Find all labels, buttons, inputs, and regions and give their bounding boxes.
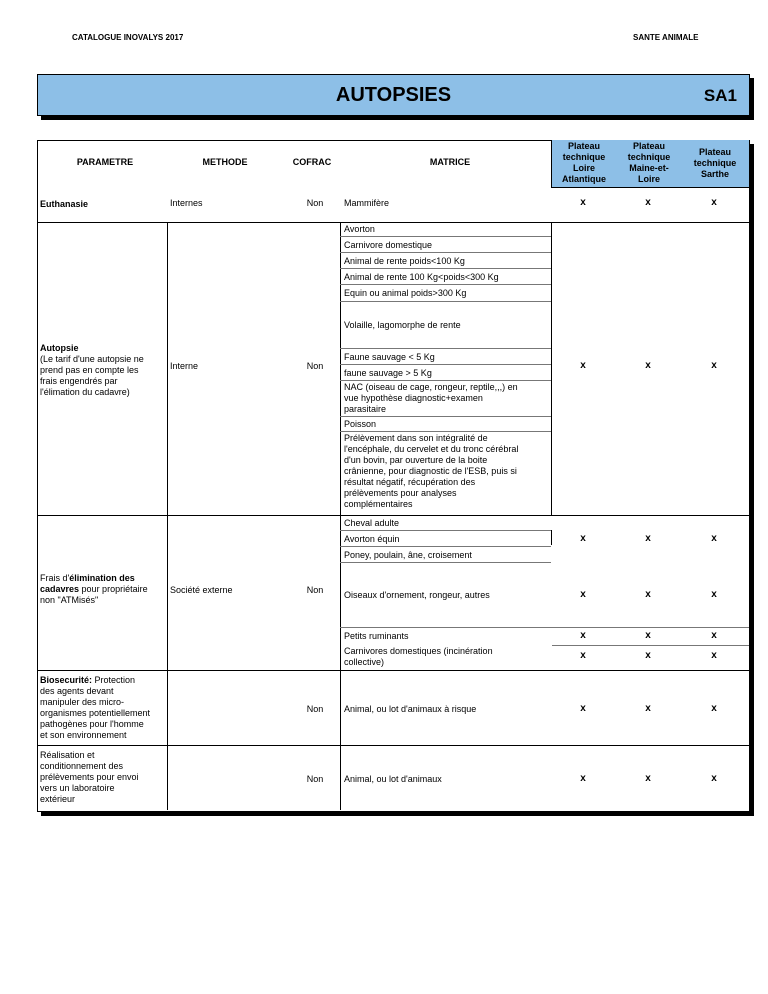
availability-mark: x	[580, 197, 586, 208]
matrice-divider-line	[340, 530, 551, 531]
biosecurite-line: et son environnement	[40, 730, 127, 740]
esb-line: résultat négatif, récupération des	[344, 477, 476, 487]
biosecurite-line: des agents devant	[40, 686, 114, 696]
autopsie-note-line: frais engendrés par	[40, 376, 118, 386]
matrice-divider-line	[340, 627, 749, 628]
catalogue-header: CATALOGUE INOVALYS 2017	[72, 33, 184, 42]
availability-mark: x	[580, 360, 586, 371]
matrice-esb	[344, 433, 550, 510]
matrice-cheval-adulte: Cheval adulte	[344, 518, 400, 528]
title-banner	[37, 74, 750, 116]
matrice-divider-line	[340, 431, 551, 432]
matrice-divider-line	[340, 348, 551, 349]
availability-mark: x	[711, 630, 717, 641]
matrice-divider-line	[340, 380, 551, 381]
matrice-divider-line	[340, 562, 551, 563]
site3-line: Plateau	[698, 147, 731, 157]
esb-line: l'encéphale, du cervelet et du tronc cérébral	[344, 444, 519, 454]
cofrac-euthanasie: Non	[306, 198, 324, 208]
availability-mark: x	[580, 703, 586, 714]
availability-mark: x	[711, 703, 717, 714]
cofrac-realisation: Non	[306, 774, 324, 784]
site-divider-line	[552, 645, 749, 646]
realisation-line: vers un laboratoire	[40, 783, 115, 793]
realisation-line: conditionnement des	[40, 761, 124, 771]
availability-mark: x	[711, 589, 717, 600]
biosecurite-line: pathogènes pour l'homme	[40, 719, 144, 729]
matrice-divider-line	[340, 268, 551, 269]
availability-mark: x	[645, 703, 651, 714]
esb-line: d'un bovin, par ouverture de la boite	[344, 455, 488, 465]
matrice-faune-plus-5: faune sauvage > 5 Kg	[344, 368, 432, 378]
elimination-suffix: pour propriétaire	[79, 584, 148, 594]
matrice-poisson: Poisson	[344, 419, 377, 429]
availability-mark: x	[645, 533, 651, 544]
esb-line: complémentaires	[344, 499, 413, 509]
column-parametre: PARAMETRE	[76, 157, 134, 167]
methode-euthanasie: Internes	[170, 198, 203, 208]
availability-mark: x	[711, 360, 717, 371]
matrice-divider-line	[340, 546, 551, 547]
methode-elimination: Société externe	[170, 585, 233, 595]
availability-mark: x	[645, 360, 651, 371]
column-methode: METHODE	[202, 157, 248, 167]
nac-line: parasitaire	[344, 404, 387, 414]
site-divider-small	[551, 530, 552, 545]
parametre-biosecurite	[40, 675, 167, 741]
availability-mark: x	[580, 589, 586, 600]
site1-line: Atlantique	[562, 174, 606, 184]
methode-divider	[167, 222, 168, 810]
matrice-divider-line	[340, 301, 551, 302]
availability-mark: x	[711, 650, 717, 661]
incineration-line: collective)	[344, 657, 385, 667]
matrice-carnivores-incineration	[344, 646, 549, 668]
nac-line: vue hypothèse diagnostic+examen	[344, 393, 483, 403]
autopsie-note-line: l'élimation du cadavre)	[40, 387, 130, 397]
parametre-realisation	[40, 750, 167, 805]
section-header: SANTE ANIMALE	[633, 33, 699, 42]
column-site-sarthe	[683, 147, 747, 180]
parametre-elimination	[40, 573, 167, 606]
biosecurite-bold: Biosecurité:	[40, 675, 93, 685]
esb-line: Prélèvement dans son intégralité de	[344, 433, 488, 443]
elimination-bold: élimination des	[69, 573, 135, 583]
availability-mark: x	[711, 533, 717, 544]
site1-line: technique	[562, 152, 606, 162]
matrice-nac	[344, 382, 549, 415]
availability-mark: x	[580, 773, 586, 784]
esb-line: prélèvements pour analyses	[344, 488, 457, 498]
site2-line: Loire	[637, 174, 660, 184]
availability-mark: x	[645, 589, 651, 600]
site3-line: Sarthe	[700, 169, 729, 179]
availability-mark: x	[711, 773, 717, 784]
nac-line: NAC (oiseau de cage, rongeur, reptile,,,) en	[344, 382, 518, 392]
site3-line: technique	[693, 158, 737, 168]
site2-line: technique	[627, 152, 671, 162]
column-cofrac: COFRAC	[292, 157, 332, 167]
row-divider	[37, 745, 749, 746]
site1-line: Plateau	[567, 141, 600, 151]
matrice-avorton: Avorton	[344, 224, 375, 234]
methode-autopsie: Interne	[170, 361, 199, 371]
matrice-poney: Poney, poulain, âne, croisement	[344, 550, 472, 560]
matrice-equin: Equin ou animal poids>300 Kg	[344, 288, 467, 298]
matrice-divider-line	[340, 364, 551, 365]
column-site-loire-atlantique	[553, 141, 615, 185]
matrice-divider-line	[340, 416, 551, 417]
parametre-autopsie	[40, 343, 166, 398]
section-code: SA1	[703, 86, 737, 105]
site2-line: Plateau	[632, 141, 665, 151]
matrice-rente-moins-100: Animal de rente poids<100 Kg	[344, 256, 465, 266]
matrice-biosecurite: Animal, ou lot d'animaux à risque	[344, 704, 477, 714]
autopsie-label: Autopsie	[40, 343, 79, 353]
site1-line: Loire	[572, 163, 595, 173]
availability-mark: x	[580, 630, 586, 641]
cofrac-elimination: Non	[306, 585, 324, 595]
availability-mark: x	[711, 197, 717, 208]
biosecurite-line: Protection	[92, 675, 136, 685]
matrice-avorton-equin: Avorton équin	[344, 534, 400, 544]
page-title: AUTOPSIES	[335, 84, 452, 106]
matrice-divider-line	[340, 252, 551, 253]
biosecurite-line: organismes potentiellement	[40, 708, 151, 718]
matrice-divider	[340, 222, 341, 810]
matrice-realisation: Animal, ou lot d'animaux	[344, 774, 442, 784]
realisation-line: Réalisation et	[40, 750, 95, 760]
availability-mark: x	[645, 197, 651, 208]
autopsie-note-line: prend pas en compte les	[40, 365, 139, 375]
row-divider	[37, 515, 749, 516]
matrice-petits-ruminants: Petits ruminants	[344, 631, 409, 641]
column-site-maine-et-loire	[618, 141, 680, 185]
matrice-divider-line	[340, 236, 551, 237]
matrice-volaille: Volaille, lagomorphe de rente	[344, 320, 461, 330]
column-matrice: MATRICE	[429, 157, 471, 167]
cadavres-bold: cadavres	[40, 584, 80, 594]
availability-mark: x	[645, 630, 651, 641]
availability-mark: x	[645, 650, 651, 661]
parametre-euthanasie: Euthanasie	[40, 199, 89, 209]
matrice-faune-moins-5: Faune sauvage < 5 Kg	[344, 352, 435, 362]
matrice-euthanasie: Mammifère	[344, 198, 390, 208]
site2-line: Maine-et-	[629, 163, 669, 173]
matrice-rente-100-300: Animal de rente 100 Kg<poids<300 Kg	[344, 272, 499, 282]
autopsie-note-line: (Le tarif d'une autopsie ne	[40, 354, 144, 364]
matrice-carnivore-domestique: Carnivore domestique	[344, 240, 433, 250]
biosecurite-line: manipuler des micro-	[40, 697, 125, 707]
row-divider	[37, 222, 749, 223]
realisation-line: prélèvements pour envoi	[40, 772, 139, 782]
row-divider	[37, 670, 749, 671]
availability-mark: x	[580, 650, 586, 661]
matrice-divider-line	[340, 284, 551, 285]
incineration-line: Carnivores domestiques (incinération	[344, 646, 493, 656]
esb-line: crânienne, pour diagnostic de l'ESB, puis si	[344, 466, 517, 476]
availability-mark: x	[580, 533, 586, 544]
availability-mark: x	[645, 773, 651, 784]
elimination-prefix: Frais d'	[40, 573, 70, 583]
matrice-oiseaux: Oiseaux d'ornement, rongeur, autres	[344, 590, 490, 600]
site-divider-upper	[551, 222, 552, 516]
cofrac-biosecurite: Non	[306, 704, 324, 714]
realisation-line: extérieur	[40, 794, 76, 804]
elimination-line3: non "ATMisés"	[40, 595, 99, 605]
cofrac-autopsie: Non	[306, 361, 324, 371]
